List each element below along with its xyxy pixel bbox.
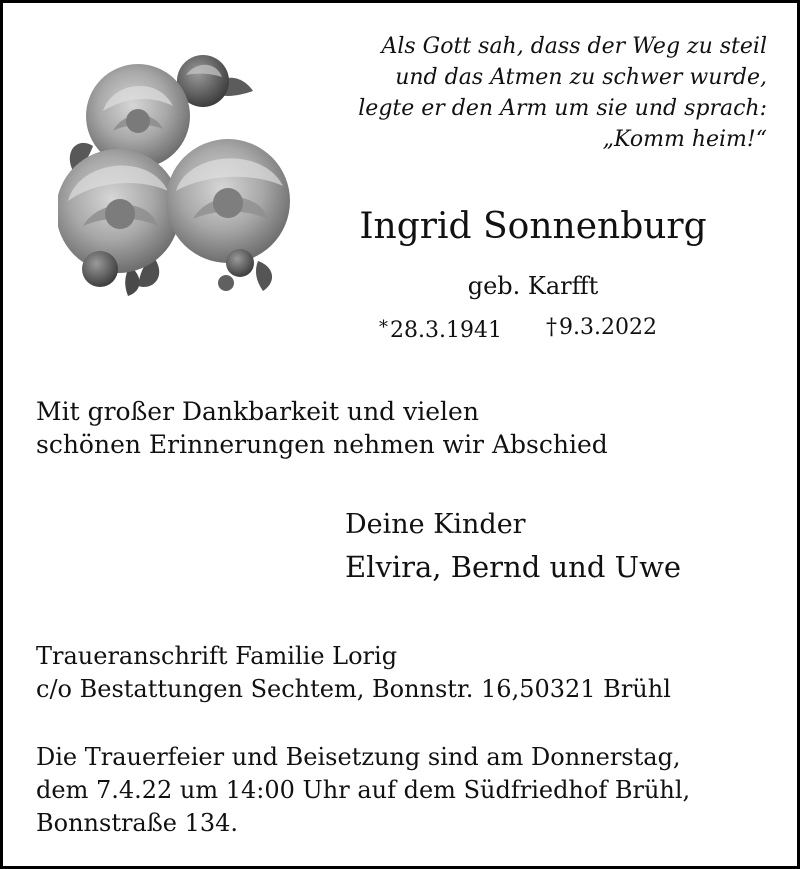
birth-date xyxy=(379,313,502,346)
address-line: Traueranschrift Familie Lorig xyxy=(36,642,398,670)
poem-line: legte er den Arm um sie und sprach: xyxy=(358,96,767,121)
roses-icon xyxy=(58,51,298,303)
birth-name: geb. Karfft xyxy=(467,272,599,300)
mourning-address xyxy=(36,640,671,706)
farewell-line: schönen Erinnerungen nehmen wir Abschied xyxy=(36,430,608,459)
farewell-line: Mit großer Dankbarkeit und vielen xyxy=(36,397,479,426)
mourners-label: Deine Kinder xyxy=(345,509,526,540)
mourners-names: Elvira, Bernd und Uwe xyxy=(345,550,682,584)
service-line: dem 7.4.22 um 14:00 Uhr auf dem Südfriedhof Brühl, xyxy=(36,776,691,804)
poem-line: Als Gott sah, dass der Weg zu steil xyxy=(381,34,767,59)
birth-date-value: 28.3.1941 xyxy=(390,318,502,343)
farewell-text xyxy=(36,395,608,461)
poem-line: „Komm heim!“ xyxy=(602,127,767,152)
deceased-name: Ingrid Sonnenburg xyxy=(359,206,707,247)
poem-line: und das Atmen zu schwer wurde, xyxy=(395,65,767,90)
birth-star-icon: * xyxy=(379,317,388,338)
service-line: Bonnstraße 134. xyxy=(36,809,239,837)
service-line: Die Trauerfeier und Beisetzung sind am Donnerstag, xyxy=(36,743,681,771)
address-line: c/o Bestattungen Sechtem, Bonnstr. 16,50321 Brühl xyxy=(36,675,671,703)
funeral-service-info xyxy=(36,741,690,840)
death-date xyxy=(546,313,657,343)
poem xyxy=(347,31,767,155)
death-date-value: 9.3.2022 xyxy=(559,315,657,340)
death-cross-icon: † xyxy=(546,315,557,340)
